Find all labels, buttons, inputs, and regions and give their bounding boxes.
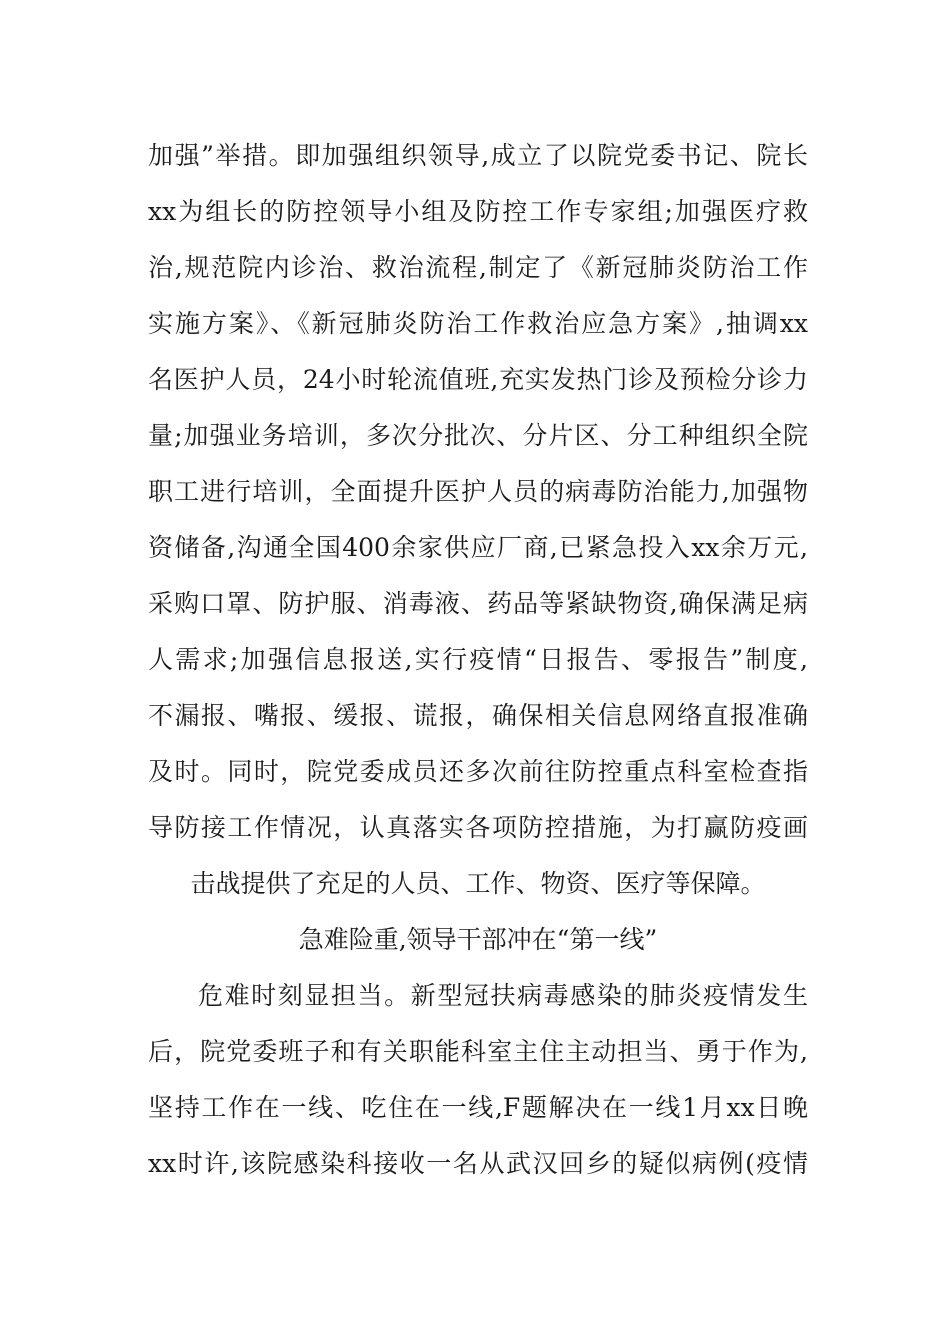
paragraph-line: 及时。同时，院党委成员还多次前往防控重点科室检查指 bbox=[148, 757, 808, 786]
paragraph-line: 名医护人员，24小时轮流值班,充实发热门诊及预检分诊力 bbox=[148, 365, 808, 394]
section-heading: 急难险重,领导干部冲在“第一线” bbox=[298, 925, 658, 954]
paragraph-line: 加强”举措。即加强组织领导,成立了以院党委书记、院长 bbox=[148, 141, 808, 170]
paragraph-line: 采购口罩、防护服、消毒液、药品等紧缺物资,确保满足病 bbox=[148, 589, 808, 618]
paragraph-line: 导防接工作情况，认真落实各项防控措施，为打赢防疫画 bbox=[148, 813, 808, 842]
paragraph-line: xx时许,该院感染科接收一名从武汉回乡的疑似病例(疫情 bbox=[148, 1149, 808, 1178]
paragraph-line: 职工进行培训，全面提升医护人员的病毒防治能力,加强物 bbox=[148, 477, 808, 506]
paragraph-line: 治,规范院内诊治、救治流程,制定了《新冠肺炎防治工作 bbox=[148, 253, 808, 282]
paragraph-line: 后，院党委班子和有关职能科室主住主动担当、勇于作为, bbox=[148, 1037, 808, 1066]
paragraph-line: 不漏报、嘴报、缓报、谎报，确保相关信息网络直报准确 bbox=[148, 701, 808, 730]
paragraph-line: 击战提供了充足的人员、工作、物资、医疗等保障。 bbox=[190, 869, 766, 898]
paragraph-line: 坚持工作在一线、吃住在一线,F题解决在一线1月xx日晚 bbox=[148, 1093, 808, 1122]
paragraph-line: xx为组长的防控领导小组及防控工作专家组;加强医疗救 bbox=[148, 197, 808, 226]
paragraph-line: 实施方案》、《新冠肺炎防治工作救治应急方案》,抽调xx bbox=[148, 309, 808, 338]
paragraph-line: 量;加强业务培训，多次分批次、分片区、分工种组织全院 bbox=[148, 421, 808, 450]
paragraph-line: 资储备,沟通全国400余家供应厂商,已紧急投入xx余万元, bbox=[148, 533, 808, 562]
paragraph-line: 人需求;加强信息报送,实行疫情“日报告、零报告”制度, bbox=[148, 645, 808, 674]
paragraph-line: 危难时刻显担当。新型冠扶病毒感染的肺炎疫情发生 bbox=[198, 981, 808, 1010]
